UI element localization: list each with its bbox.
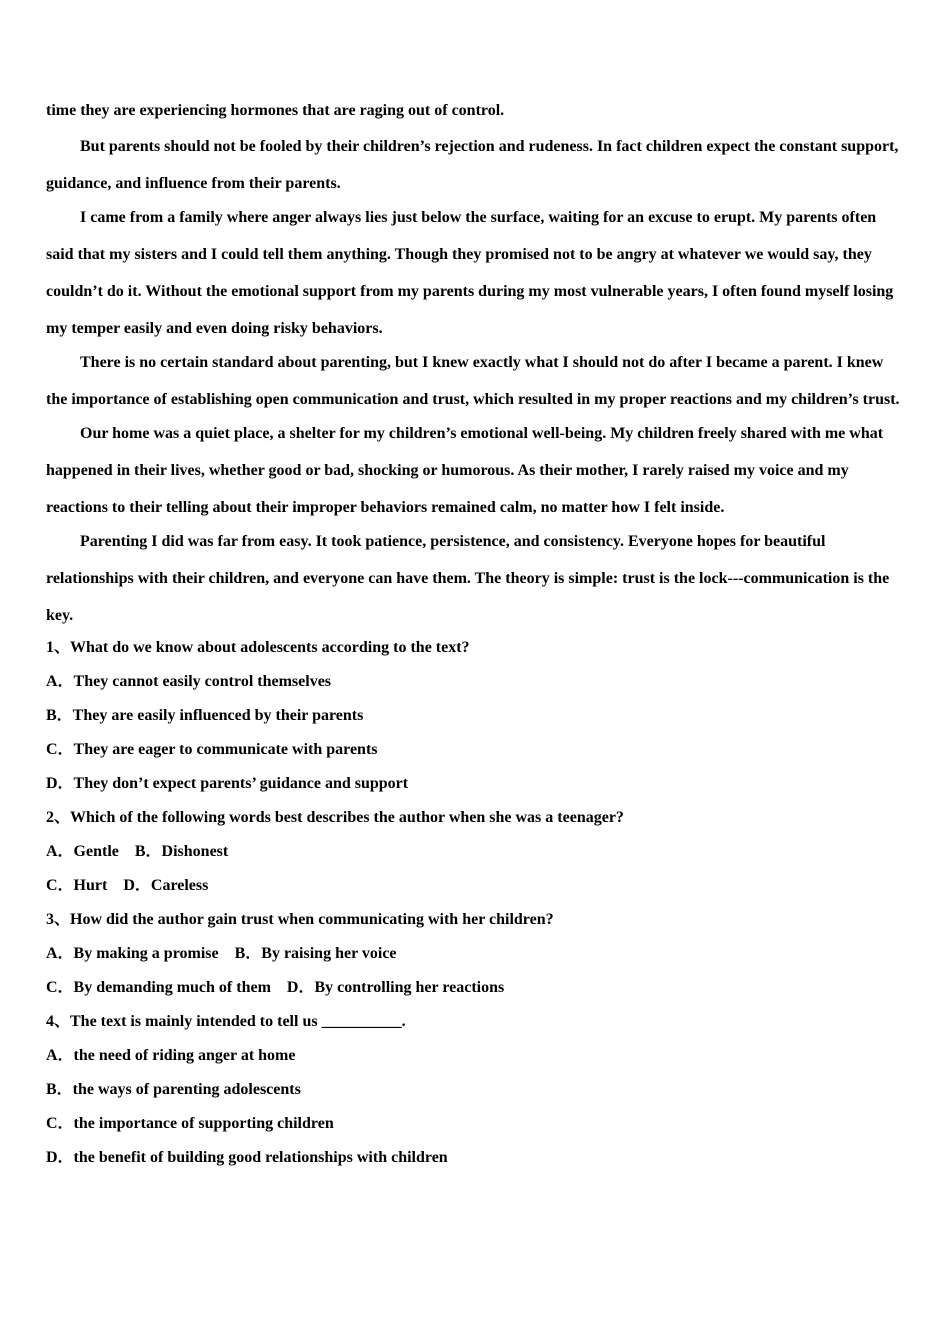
option-a: A．They cannot easily control themselves <box>46 673 332 690</box>
question-2 <box>46 801 906 903</box>
question-4 <box>46 1005 906 1175</box>
passage-paragraph-3: There is no certain standard about parenting, but I knew exactly what I should not do after I became a parent. I knew the importance of establishing open communication and trust, which resulted in my proper reactions and my children’s trust. <box>46 354 900 408</box>
question-stem: 4、The text is mainly intended to tell us __________. <box>46 1013 406 1030</box>
option-a: A．the need of riding anger at home <box>46 1047 296 1064</box>
question-3 <box>46 903 906 1005</box>
passage-paragraph-4: Our home was a quiet place, a shelter for my children’s emotional well-being. My children freely shared with me what happened in their lives, whether good or bad, shocking or humorous. As their mother, I rarely raised my voice and my reactions to their telling about their improper behaviors remained calm, no matter how I felt inside. <box>46 425 884 516</box>
question-stem: 3、How did the author gain trust when communicating with her children? <box>46 911 554 928</box>
question-1 <box>46 631 906 801</box>
option-a-b: A．Gentle B．Dishonest <box>46 843 229 860</box>
option-c: C．the importance of supporting children <box>46 1115 334 1132</box>
option-c: C．They are eager to communicate with parents <box>46 741 378 758</box>
passage-paragraph-5: Parenting I did was far from easy. It took patience, persistence, and consistency. Everyone hopes for beautiful relationships with their children, and everyone can have them. The theory is simple: trust is the lock---communication is the key. <box>46 533 890 624</box>
option-d: D．They don’t expect parents’ guidance and support <box>46 775 409 792</box>
document-page <box>46 98 906 1175</box>
option-b: B．the ways of parenting adolescents <box>46 1081 301 1098</box>
option-a-b: A．By making a promise B．By raising her voice <box>46 945 397 962</box>
option-c-d: C．Hurt D．Careless <box>46 877 209 894</box>
question-stem: 1、What do we know about adolescents according to the text? <box>46 639 470 656</box>
option-c-d: C．By demanding much of them D．By controlling her reactions <box>46 979 505 996</box>
option-d: D．the benefit of building good relationships with children <box>46 1149 448 1166</box>
passage-paragraph-1: But parents should not be fooled by their children’s rejection and rudeness. In fact children expect the constant support, guidance, and influence from their parents. <box>46 138 899 192</box>
passage-paragraph-0: time they are experiencing hormones that are raging out of control. <box>46 102 505 119</box>
option-b: B．They are easily influenced by their parents <box>46 707 364 724</box>
question-stem: 2、Which of the following words best describes the author when she was a teenager? <box>46 809 624 826</box>
passage-paragraph-2: I came from a family where anger always lies just below the surface, waiting for an excuse to erupt. My parents often said that my sisters and I could tell them anything. Though they promised not to be angry at whatever we would say, they couldn’t do it. Without the emotional support from my parents during my most vulnerable years, I often found myself losing my temper easily and even doing risky behaviors. <box>46 209 894 337</box>
